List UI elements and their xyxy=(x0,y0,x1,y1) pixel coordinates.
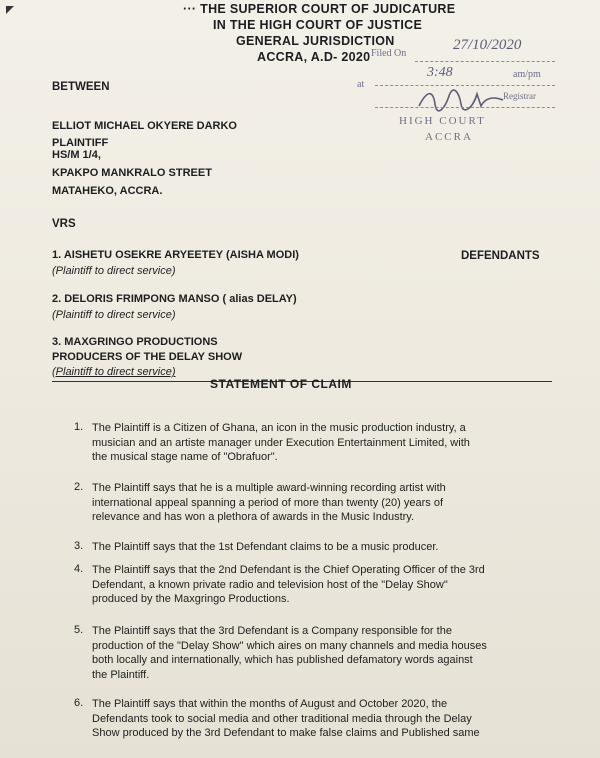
paragraph-line: Defendants took to social media and other traditional media through the Delay xyxy=(92,712,472,725)
statement-of-claim-title: STATEMENT OF CLAIM xyxy=(210,377,352,391)
paragraph-number: 2. xyxy=(74,481,84,493)
paragraph-line: The Plaintiff says that the 3rd Defendant is a Company responsible for the xyxy=(92,625,452,637)
paragraph-line: both locally and internationally, which has published defamatory words against xyxy=(92,654,473,667)
stamp-filed-date: 27/10/2020 xyxy=(453,37,522,53)
plaintiff-address xyxy=(52,146,212,200)
paragraph-line: production of the "Delay Show" which aires on many channels and media houses xyxy=(92,639,487,652)
paragraph-line: the musical stage name of "Obrafuor". xyxy=(92,451,278,464)
paragraph-number: 3. xyxy=(74,540,84,552)
address-line: MATAHEKO, ACCRA. xyxy=(52,185,163,197)
defendant-2-name: 2. DELORIS FRIMPONG MANSO ( alias DELAY) xyxy=(52,293,297,305)
paragraph-line: international appeal spanning a period of more than twenty (20) years of xyxy=(92,496,443,509)
paragraph-line: produced by the Maxgringo Productions. xyxy=(92,593,290,606)
paragraph-2 xyxy=(92,481,562,525)
paragraph-line: Show produced by the 3rd Defendant to make false claims and Published same xyxy=(92,727,480,740)
stamp-time: 3:48 xyxy=(427,65,453,80)
vrs-label: VRS xyxy=(52,218,76,230)
paragraph-3 xyxy=(92,540,562,555)
paragraph-1 xyxy=(92,421,562,465)
defendant-2-note: (Plaintiff to direct service) xyxy=(52,309,176,321)
paragraph-line: musician and an artiste manager under Execution Entertainment Limited, with xyxy=(92,436,470,449)
defendant-3-note: (Plaintiff to direct service) xyxy=(52,366,176,378)
paragraph-line: The Plaintiff is a Citizen of Ghana, an icon in the music production industry, a xyxy=(92,422,466,434)
paragraph-6 xyxy=(92,697,562,741)
plaintiff-name: ELLIOT MICHAEL OKYERE DARKO xyxy=(52,120,237,132)
stamp-filed-label: Filed On xyxy=(371,48,407,59)
plaintiff-role: PLAINTIFF xyxy=(52,137,109,149)
defendants-label: DEFENDANTS xyxy=(461,250,540,262)
court-header-line2: IN THE HIGH COURT OF JUSTICE xyxy=(213,18,423,32)
paragraph-4 xyxy=(92,563,562,607)
paragraph-line: The Plaintiff says that the 2nd Defendant is the Chief Operating Officer of the 3rd xyxy=(92,564,485,576)
stamp-city: ACCRA xyxy=(425,131,473,143)
paragraph-number: 4. xyxy=(74,563,84,575)
defendant-3-name2: PRODUCERS OF THE DELAY SHOW xyxy=(52,351,243,363)
court-header-line1: ··· THE SUPERIOR COURT OF JUDICATURE xyxy=(183,2,456,16)
paragraph-number: 6. xyxy=(74,697,84,709)
stamp-court: HIGH COURT xyxy=(399,115,486,127)
paragraph-number: 5. xyxy=(74,624,84,636)
paragraph-line: The Plaintiff says that he is a multiple award-winning recording artist with xyxy=(92,482,446,494)
paragraph-line: Defendant, a known private radio and television host of the "Delay Show" xyxy=(92,578,448,591)
stamp-at-label: at xyxy=(357,79,365,90)
paragraph-line: the Plaintiff. xyxy=(92,668,150,681)
address-line: KPAKPO MANKRALO STREET xyxy=(52,167,212,179)
paragraph-line: relevance and has won a plethora of awards in the Music Industry. xyxy=(92,511,415,524)
filing-stamp xyxy=(355,33,555,151)
paragraph-line: The Plaintiff says that within the months of August and October 2020, the xyxy=(92,698,448,710)
defendant-1-name: 1. AISHETU OSEKRE ARYEETEY (AISHA MODI) xyxy=(52,249,299,261)
paragraph-number: 1. xyxy=(74,421,84,433)
corner-mark xyxy=(6,6,14,14)
stamp-ampm: am/pm xyxy=(513,69,541,80)
paragraph-line: The Plaintiff says that the 1st Defendant claims to be a music producer. xyxy=(92,541,439,553)
defendant-3-name: 3. MAXGRINGO PRODUCTIONS xyxy=(52,336,218,348)
stamp-registrar: Registrar xyxy=(503,91,536,101)
paragraph-5 xyxy=(92,624,562,682)
court-header-line4: ACCRA, A.D- 2020 xyxy=(257,50,371,64)
defendant-1-note: (Plaintiff to direct service) xyxy=(52,265,176,277)
court-header-line3: GENERAL JURISDICTION xyxy=(236,34,395,48)
between-label: BETWEEN xyxy=(52,81,110,93)
address-line: HS/M 1/4, xyxy=(52,149,101,161)
